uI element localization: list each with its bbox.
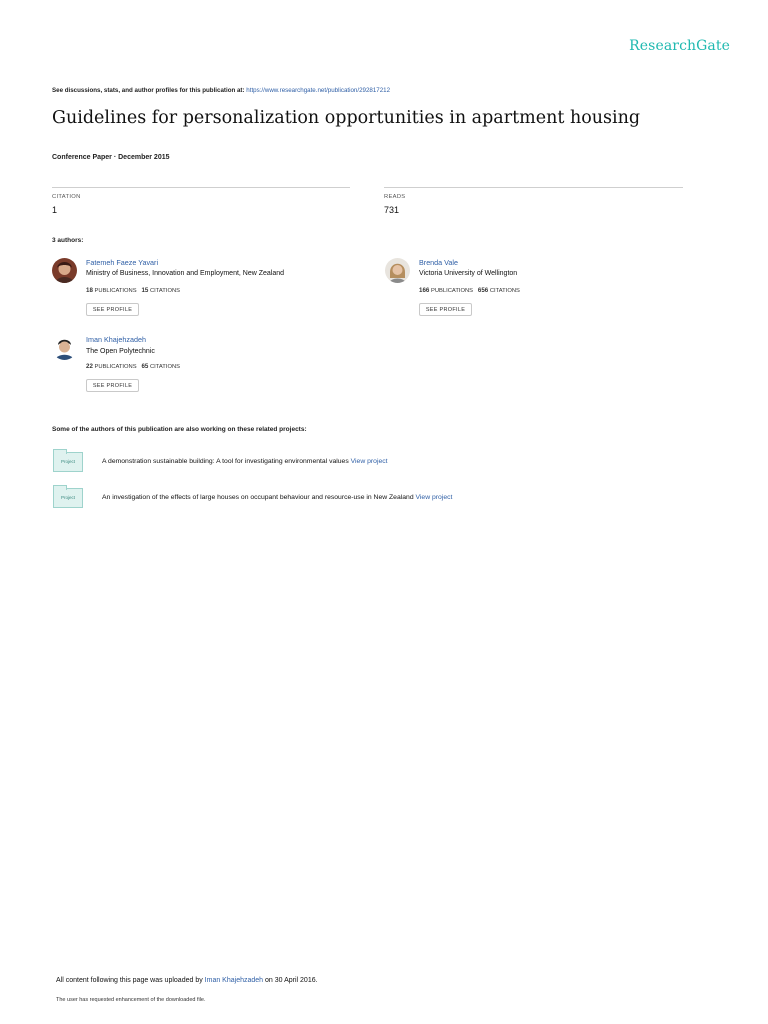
divider-right: [384, 187, 683, 188]
enhancement-note: The user has requested enhancement of the downloaded file.: [56, 997, 206, 1003]
author-stats-3: [86, 363, 180, 370]
author-publications-label: PUBLICATIONS: [430, 288, 474, 294]
author-institution-1: Ministry of Business, Innovation and Employment, New Zealand: [86, 270, 285, 277]
author-citations-label: CITATIONS: [149, 288, 181, 294]
discussions-text: See discussions, stats, and author profiles for this publication at:: [52, 87, 245, 94]
citation-count: 1: [52, 205, 58, 215]
citation-label: CITATION: [52, 194, 81, 200]
publication-title: Guidelines for personalization opportunities in apartment housing: [52, 108, 641, 128]
author-publications-label: PUBLICATIONS: [94, 364, 137, 370]
see-profile-button-3[interactable]: SEE PROFILE: [86, 379, 139, 392]
view-project-link[interactable]: View project: [415, 494, 453, 501]
reads-count: 731: [384, 205, 400, 215]
see-profile-button-1[interactable]: SEE PROFILE: [86, 303, 139, 316]
upload-suffix: on 30 April 2016.: [265, 977, 318, 984]
project-folder-icon: [53, 488, 83, 508]
author-institution-3: The Open Polytechnic: [86, 348, 155, 355]
project-title: An investigation of the effects of large houses on occupant behaviour and resource-use in New Zealand: [102, 494, 414, 501]
publication-meta: Conference Paper · December 2015: [52, 154, 170, 161]
uploader-link[interactable]: Iman Khajehzadeh: [204, 977, 264, 984]
author-stats-1: [86, 287, 180, 294]
author-institution-2: Victoria University of Wellington: [419, 270, 518, 277]
view-project-link[interactable]: View project: [350, 458, 388, 465]
author-name-3[interactable]: Iman Khajehzadeh: [86, 335, 146, 344]
author-publications-count: 18: [86, 287, 93, 294]
see-profile-button-2[interactable]: SEE PROFILE: [419, 303, 472, 316]
project-icon-label: Project: [60, 495, 75, 500]
author-stats-2: [419, 287, 520, 294]
author-citations-count: 656: [477, 287, 489, 294]
author-name-2[interactable]: Brenda Vale: [419, 258, 459, 267]
avatar[interactable]: [52, 258, 77, 283]
avatar[interactable]: [52, 335, 77, 360]
author-publications-count: 22: [86, 363, 93, 370]
avatar[interactable]: [385, 258, 410, 283]
authors-label: 3 authors:: [52, 237, 84, 244]
author-publications-count: 166: [419, 287, 430, 294]
author-citations-label: CITATIONS: [489, 288, 520, 294]
author-citations-count: 65: [141, 363, 149, 370]
author-name-1[interactable]: Fatemeh Faeze Yavari: [86, 258, 159, 267]
divider-left: [52, 187, 350, 188]
project-icon-label: Project: [60, 459, 75, 464]
author-citations-label: CITATIONS: [149, 364, 181, 370]
reads-label: READS: [384, 194, 406, 200]
discussions-line: [52, 87, 390, 94]
upload-prefix: All content following this page was uploaded by: [56, 977, 203, 984]
project-folder-icon: [53, 452, 83, 472]
upload-notice: [56, 977, 318, 984]
researchgate-logo[interactable]: ResearchGate: [629, 38, 730, 54]
author-citations-count: 15: [141, 287, 149, 294]
author-publications-label: PUBLICATIONS: [94, 288, 137, 294]
project-item-1: [102, 458, 388, 465]
project-title: A demonstration sustainable building: A tool for investigating environmental values: [102, 458, 349, 465]
publication-url-link[interactable]: https://www.researchgate.net/publication/292817212: [246, 87, 391, 94]
project-item-2: [102, 494, 452, 501]
related-projects-label: Some of the authors of this publication are also working on these related projects:: [52, 426, 307, 433]
